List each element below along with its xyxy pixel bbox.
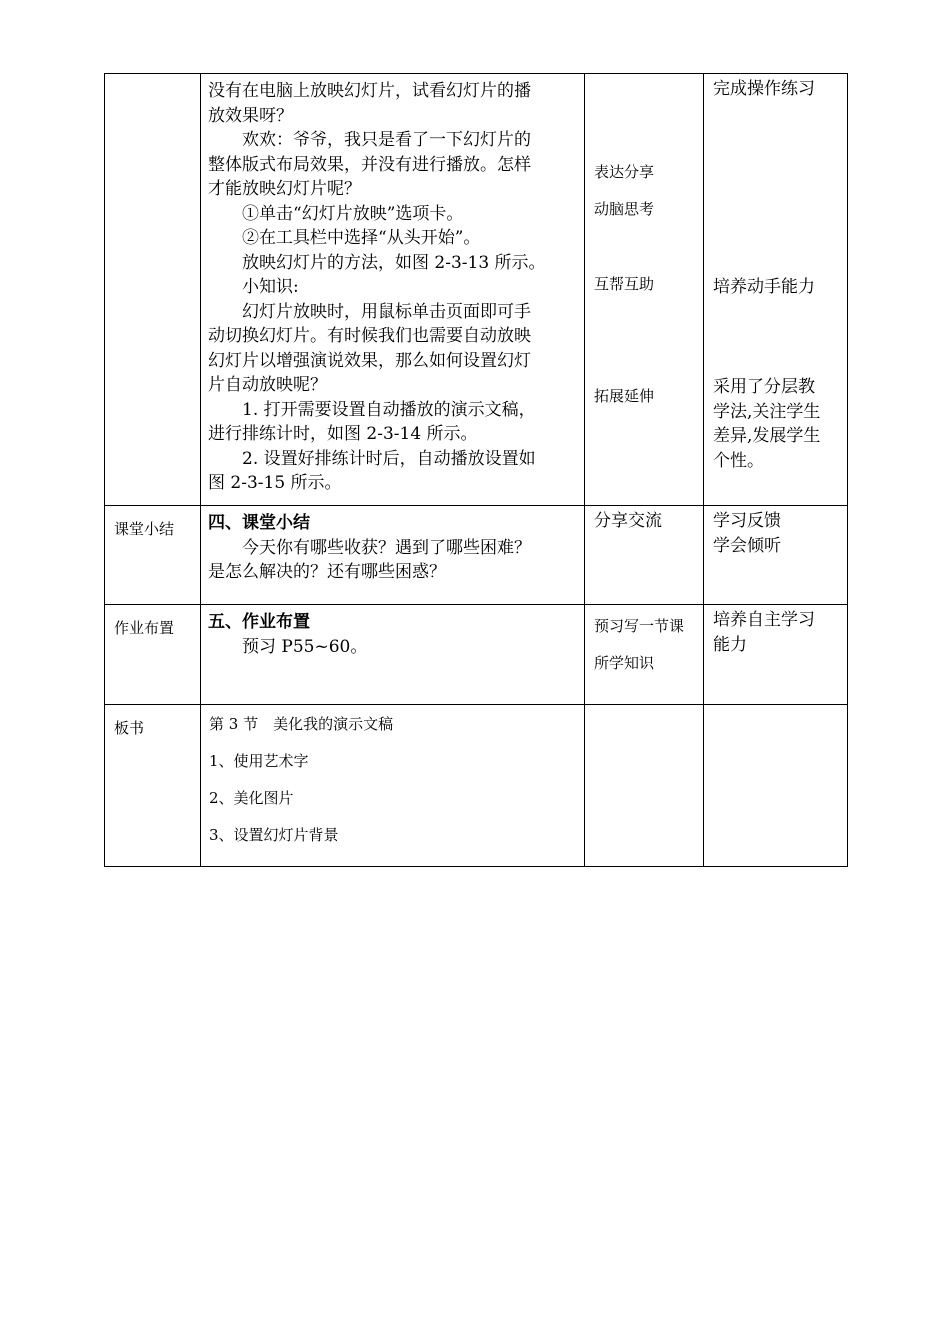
design-intent: 学习反馈 xyxy=(713,511,781,531)
section-label: 课堂小结 xyxy=(105,506,201,605)
student-activity-cell xyxy=(585,74,704,506)
student-activity: 拓展延伸 xyxy=(594,387,655,405)
design-intent: 能力 xyxy=(713,634,747,655)
content-line: 是怎么解决的？还有哪些困惑？ xyxy=(208,562,446,582)
content-line: 小知识: xyxy=(242,277,299,297)
content-line: 欢欢：爷爷，我只是看了一下幻灯片的 xyxy=(242,130,531,150)
design-intent-cell xyxy=(704,506,848,605)
empty-cell xyxy=(704,705,848,867)
student-activity: 动脑思考 xyxy=(594,200,655,218)
lesson-plan-table xyxy=(104,73,848,867)
design-intent: 培养动手能力 xyxy=(713,277,815,297)
table-row xyxy=(105,705,848,867)
content-line: 才能放映幻灯片呢？ xyxy=(208,179,361,199)
content-line: 幻灯片以增强演说效果，那么如何设置幻灯 xyxy=(208,350,531,371)
content-line: 放映幻灯片的方法，如图 2-3-13 所示。 xyxy=(242,252,546,273)
content-line: 片自动放映呢？ xyxy=(208,375,327,395)
student-activity-cell xyxy=(585,605,704,705)
design-intent: 采用了分层教 xyxy=(713,377,815,397)
board-line: 1、使用艺术字 xyxy=(209,752,309,770)
table-row xyxy=(105,605,848,705)
section-heading: 五、作业布置 xyxy=(208,612,310,632)
empty-cell xyxy=(585,705,704,867)
table-row xyxy=(105,506,848,605)
section-label: 板书 xyxy=(105,705,201,867)
student-activity: 表达分享 xyxy=(594,163,655,181)
student-activity: 分享交流 xyxy=(594,511,662,531)
content-line: ①单击“幻灯片放映”选项卡。 xyxy=(242,203,464,224)
content-line: 预习 P55~60。 xyxy=(242,636,368,657)
content-cell xyxy=(201,605,585,705)
content-line: ②在工具栏中选择“从头开始”。 xyxy=(242,228,481,248)
design-intent: 差异,发展学生 xyxy=(713,426,821,446)
design-intent: 完成操作练习 xyxy=(713,79,815,99)
content-line: 幻灯片放映时，用鼠标单击页面即可手 xyxy=(242,301,531,322)
student-activity-cell xyxy=(585,506,704,605)
section-heading: 四、课堂小结 xyxy=(208,513,310,533)
student-activity: 互帮互助 xyxy=(594,275,655,293)
content-line: 动切换幻灯片。有时候我们也需要自动放映 xyxy=(208,326,531,346)
student-activity: 预习写一节课 xyxy=(594,617,685,635)
table-row xyxy=(105,74,848,506)
student-activity: 所学知识 xyxy=(594,654,655,672)
content-line: 1. 打开需要设置自动播放的演示文稿， xyxy=(242,399,536,420)
content-line: 2. 设置好排练计时后，自动播放设置如 xyxy=(242,448,536,469)
content-line: 今天你有哪些收获？遇到了哪些困难？ xyxy=(242,537,531,558)
content-line: 放效果呀？ xyxy=(208,105,293,126)
board-line: 2、美化图片 xyxy=(209,789,294,807)
blackboard-cell xyxy=(201,705,585,867)
design-intent-cell xyxy=(704,74,848,506)
content-line: 没有在电脑上放映幻灯片，试看幻灯片的播 xyxy=(208,81,531,101)
board-line: 第 3 节 美化我的演示文稿 xyxy=(209,715,394,733)
design-intent: 学法,关注学生 xyxy=(713,402,821,422)
design-intent: 学会倾听 xyxy=(713,535,781,556)
content-line: 进行排练计时，如图 2-3-14 所示。 xyxy=(208,424,478,444)
content-cell xyxy=(201,74,585,506)
content-cell xyxy=(201,506,585,605)
content-line: 图 2-3-15 所示。 xyxy=(208,473,342,493)
board-line: 3、设置幻灯片背景 xyxy=(209,826,339,844)
design-intent: 培养自主学习 xyxy=(713,610,815,630)
design-intent: 个性。 xyxy=(713,451,764,471)
design-intent-cell xyxy=(704,605,848,705)
content-line: 整体版式布局效果，并没有进行播放。怎样 xyxy=(208,154,531,175)
section-label: 作业布置 xyxy=(105,605,201,705)
section-cell xyxy=(105,74,201,506)
